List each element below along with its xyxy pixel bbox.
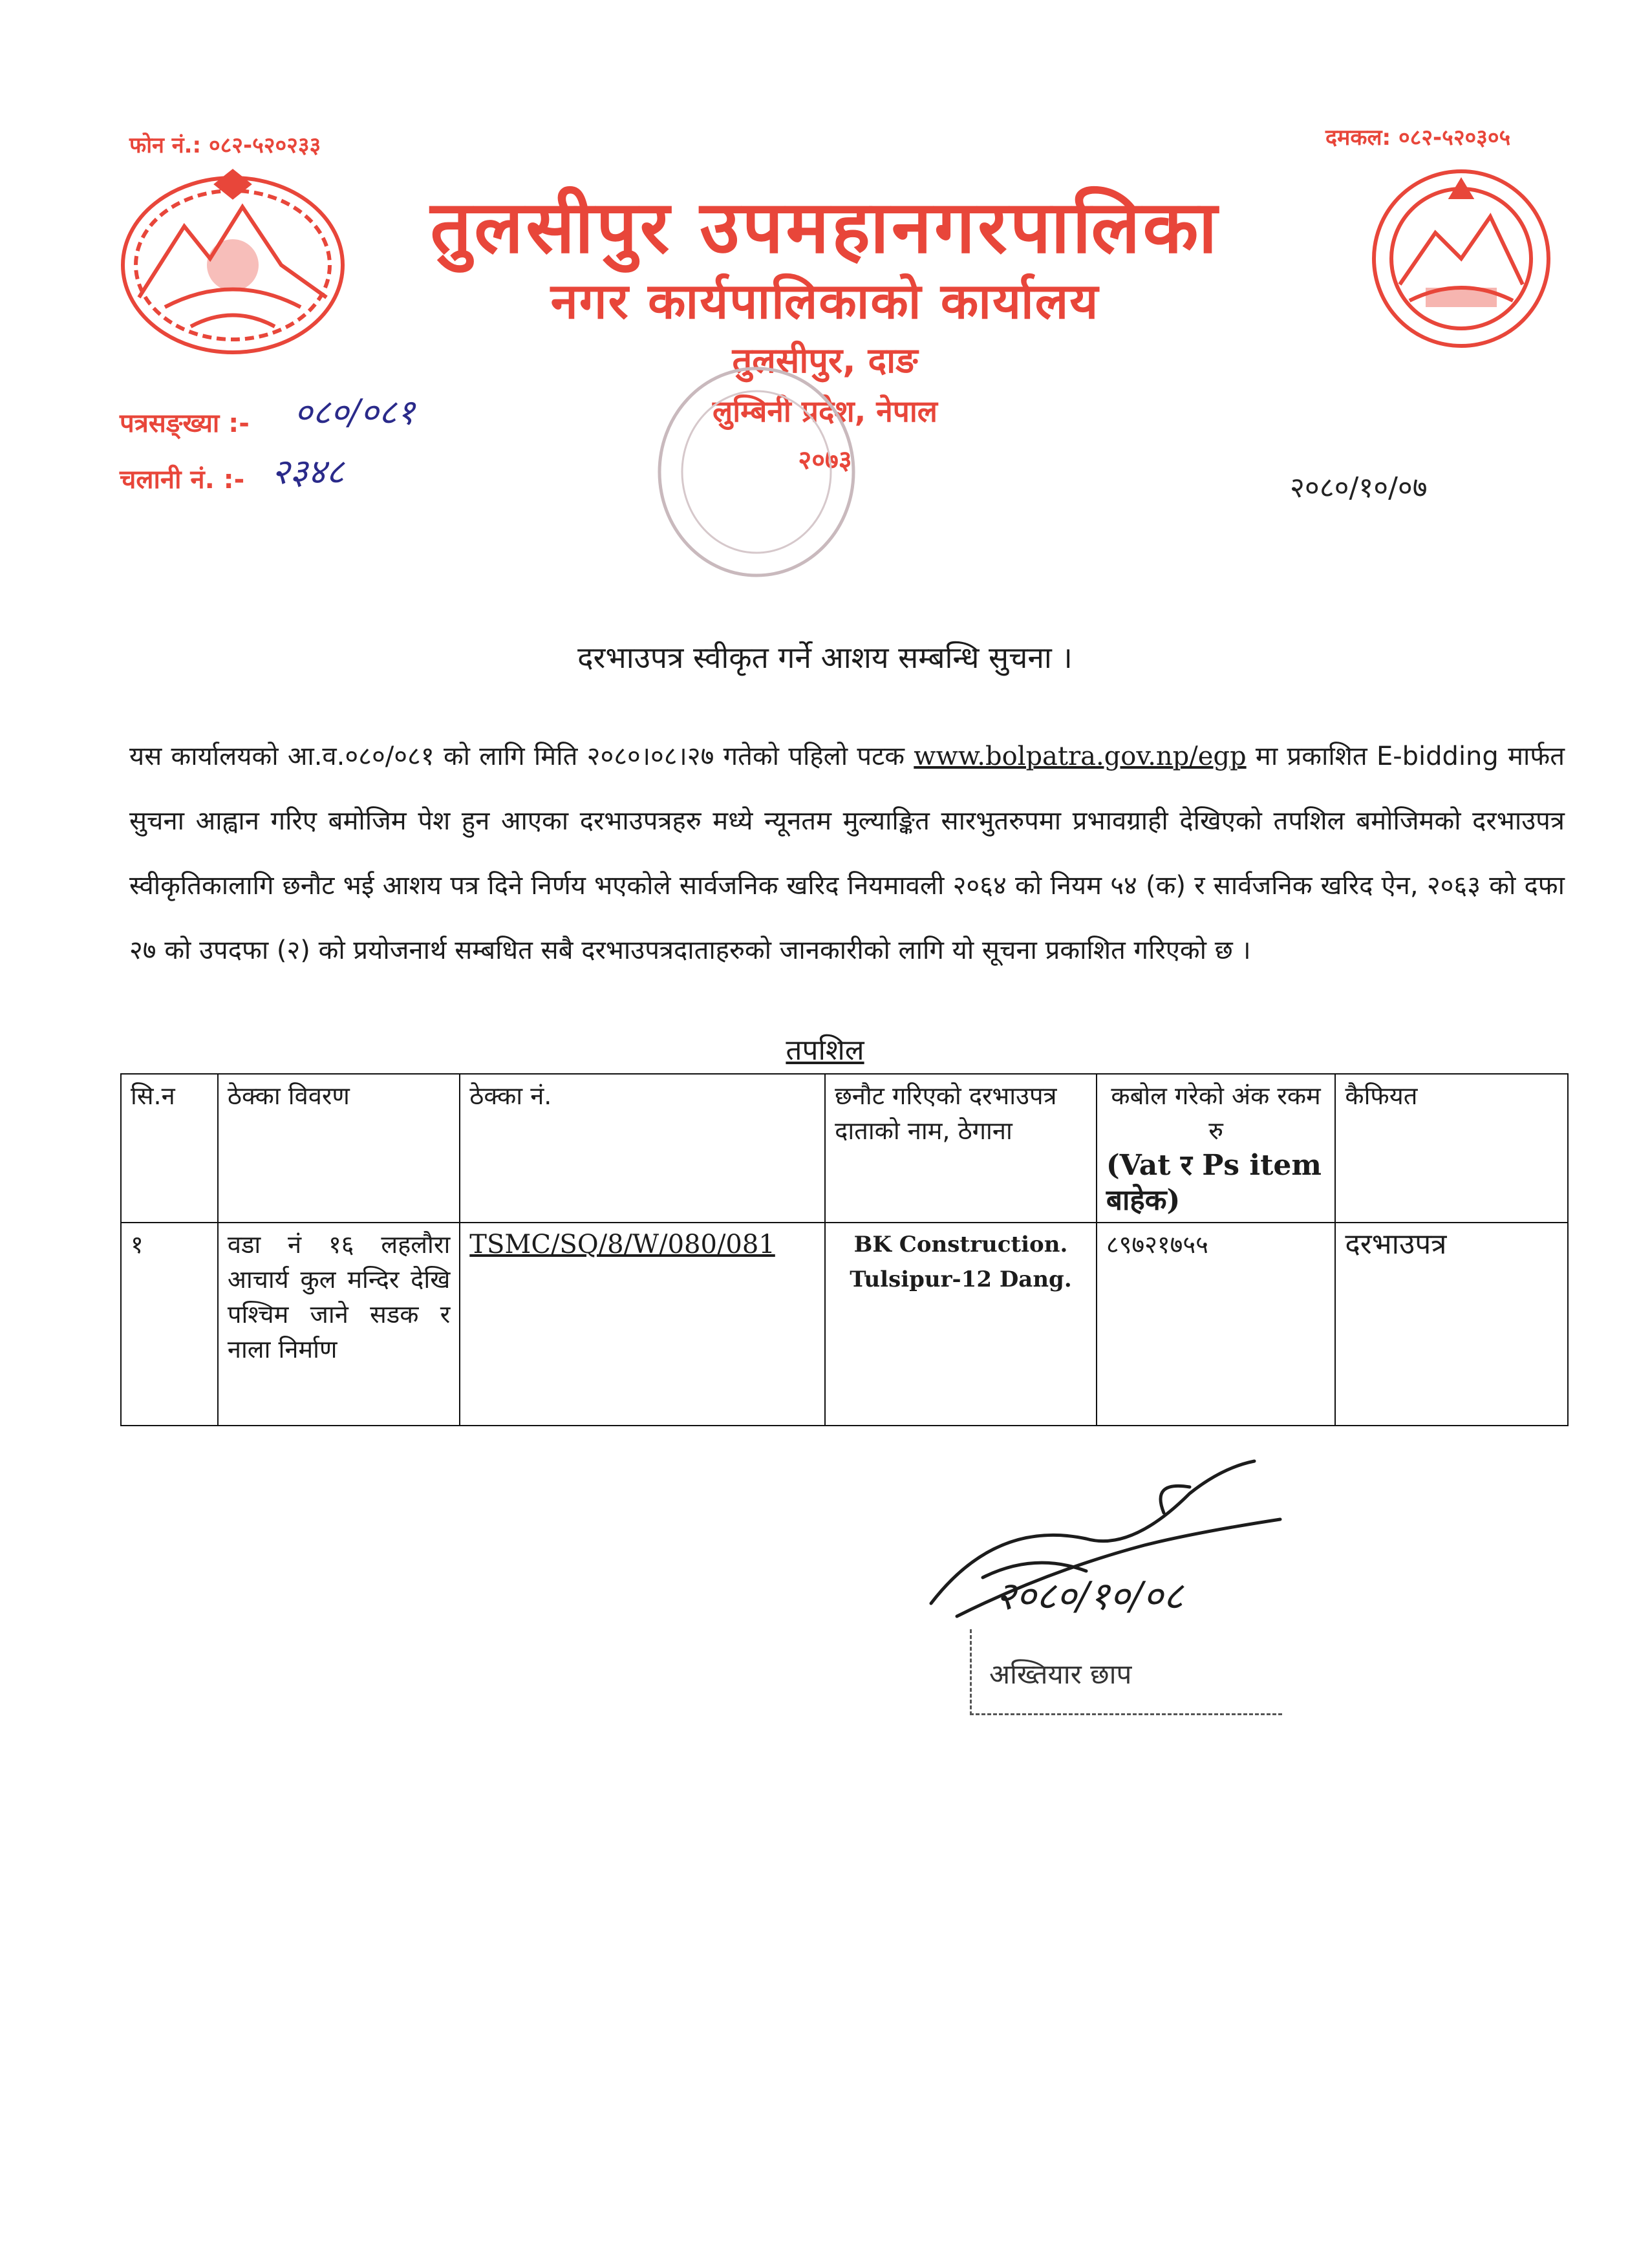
office-province: लुम्बिनी प्रदेश, नेपाल [712,394,938,429]
established-year: २०७३ [798,445,852,475]
letter-number-value: ०८०/०८१ [294,392,415,433]
notice-body [129,724,1565,983]
header-amount-line2: (Vat र Ps item बाहेक) [1106,1149,1322,1217]
notice-body-part2: मा प्रकाशित E-bidding मार्फत सुचना आह्वान गरिए बमोजिम पेश हुन आएका दरभाउपत्रहरु मध्ये न्यूनतम मुल्याङ्कित सारभुतरुपमा प्रभावग्राही देखिएको तपशिल बमोजिमको दरभाउपत्र स्वीकृतिकालागि छनौट भई आशय पत्र दिने निर्णय भएकोले सार्वजनिक खरिद नियमावली २०६४ को नियम ५४ (क) र सार्वजनिक खरिद ऐन, २०६३ को दफा २७ को उपदफा (२) को प्रयोजनार्थ सम्बधित सबै दरभाउपत्रदाताहरुको जानकारीको लागि यो सूचना प्रकाशित गरिएको छ । [129,742,1565,965]
schedule-heading-text: तपशिल [786,1034,864,1067]
cell-amount: ८९७२१७५५ [1097,1223,1336,1426]
header-bidder: छनौट गरिएको दरभाउपत्र दाताको नाम, ठेगाना [825,1074,1097,1223]
award-table [120,1073,1569,1426]
header-amount-line1: कबोल गरेको अंक रकम रु [1111,1082,1321,1145]
office-name: नगर कार्यपालिकाको कार्यालय [550,272,1100,330]
contract-number-text: TSMC/SQ/8/W/080/081 [469,1230,775,1259]
dispatch-number-value: २३४८ [272,451,345,492]
bolpatra-link[interactable]: www.bolpatra.gov.np/egp [914,742,1247,771]
cell-remarks: दरभाउपत्र [1335,1223,1568,1426]
header-sn: सि.न [121,1074,218,1223]
office-city: तुलसीपुर, दाङ [732,340,918,381]
header-remarks: कैफियत [1335,1074,1568,1223]
bidder-name: BK Construction. [853,1232,1068,1257]
office-seal-icon [653,362,860,582]
cell-sn: १ [121,1223,218,1426]
schedule-heading [0,1029,1650,1068]
signature-stamp-label: अख्तियार छाप [989,1658,1132,1690]
organization-name: तुलसीपुर उपमहानगरपालिका [430,186,1220,270]
dispatch-number-label: चलानी नं. :- [120,465,245,495]
phone-number: फोन नं.: ०८२-५२०२३३ [129,133,321,158]
letter-number-label: पत्रसङ्ख्या :- [120,409,250,438]
letter-date: २०८०/१०/०७ [1290,471,1428,504]
header-contract-number: ठेक्का नं. [460,1074,825,1223]
signature-date: २०८०/१०/०८ [996,1574,1184,1619]
cell-contract-number [460,1223,825,1426]
cell-description: वडा नं १६ लहलौरा आचार्य कुल मन्दिर देखि पश्चिम जाने सडक र नाला निर्माण [218,1223,460,1426]
table-row [121,1223,1568,1426]
bidder-address: Tulsipur-12 Dang. [850,1267,1072,1292]
notice-body-part1: यस कार्यालयको आ.व.०८०/०८१ को लागि मिति २०८०।०८।२७ गतेको पहिलो पटक [129,742,914,771]
notice-title: दरभाउपत्र स्वीकृत गर्ने आशय सम्बन्धि सुचना । [577,640,1073,675]
fire-number: दमकल: ०८२-५२०३०५ [1325,125,1511,151]
header-description: ठेक्का विवरण [218,1074,460,1223]
header-amount [1097,1074,1336,1223]
cell-bidder [825,1223,1097,1426]
table-header-row [121,1074,1568,1223]
